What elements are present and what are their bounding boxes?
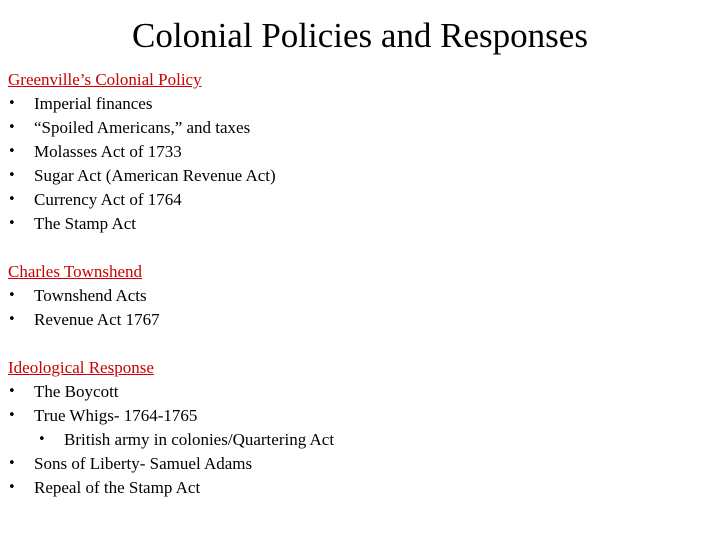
list-item [8,308,708,332]
bullet-icon: • [8,456,16,471]
list-item-text: Sugar Act (American Revenue Act) [34,166,276,185]
list-item [8,380,708,404]
bullet-icon: • [8,192,16,207]
bullet-icon: • [38,432,46,447]
list-item [8,116,708,140]
list-item [8,140,708,164]
slide-title: Colonial Policies and Responses [132,16,588,55]
section-charles-townshend [8,260,708,332]
list-item [8,188,708,212]
list-item-text: The Boycott [34,382,119,401]
bullet-icon: • [8,216,16,231]
list-item [8,164,708,188]
list-item-text: Molasses Act of 1733 [34,142,182,161]
bullet-list [8,284,708,332]
list-item-text: Currency Act of 1764 [34,190,182,209]
list-item [8,284,708,308]
sub-list-item [8,428,708,452]
list-item-text: “Spoiled Americans,” and taxes [34,118,251,137]
section-heading: Charles Townshend [8,262,143,281]
list-item-text: True Whigs- 1764-1765 [34,406,198,425]
bullet-icon: • [8,312,16,327]
list-item-text: Sons of Liberty- Samuel Adams [34,454,253,473]
list-item-text: Revenue Act 1767 [34,310,160,329]
list-item-text: Townshend Acts [34,286,147,305]
list-item-text: British army in colonies/Quartering Act [64,430,335,449]
list-item [8,452,708,476]
bullet-icon: • [8,384,16,399]
list-item [8,404,708,428]
bullet-icon: • [8,408,16,423]
bullet-list [8,92,708,236]
list-item-text: Imperial finances [34,94,153,113]
list-item [8,212,708,236]
bullet-icon: • [8,168,16,183]
section-ideological-response [8,356,708,500]
list-item-text: The Stamp Act [34,214,136,233]
list-item [8,92,708,116]
bullet-icon: • [8,144,16,159]
section-heading: Greenville’s Colonial Policy [8,70,202,89]
list-item-text: Repeal of the Stamp Act [34,478,201,497]
bullet-list [8,380,708,500]
bullet-icon: • [8,480,16,495]
bullet-icon: • [8,120,16,135]
section-greenville-policy [8,68,708,236]
section-heading: Ideological Response [8,358,154,377]
bullet-icon: • [8,288,16,303]
bullet-icon: • [8,96,16,111]
list-item [8,476,708,500]
